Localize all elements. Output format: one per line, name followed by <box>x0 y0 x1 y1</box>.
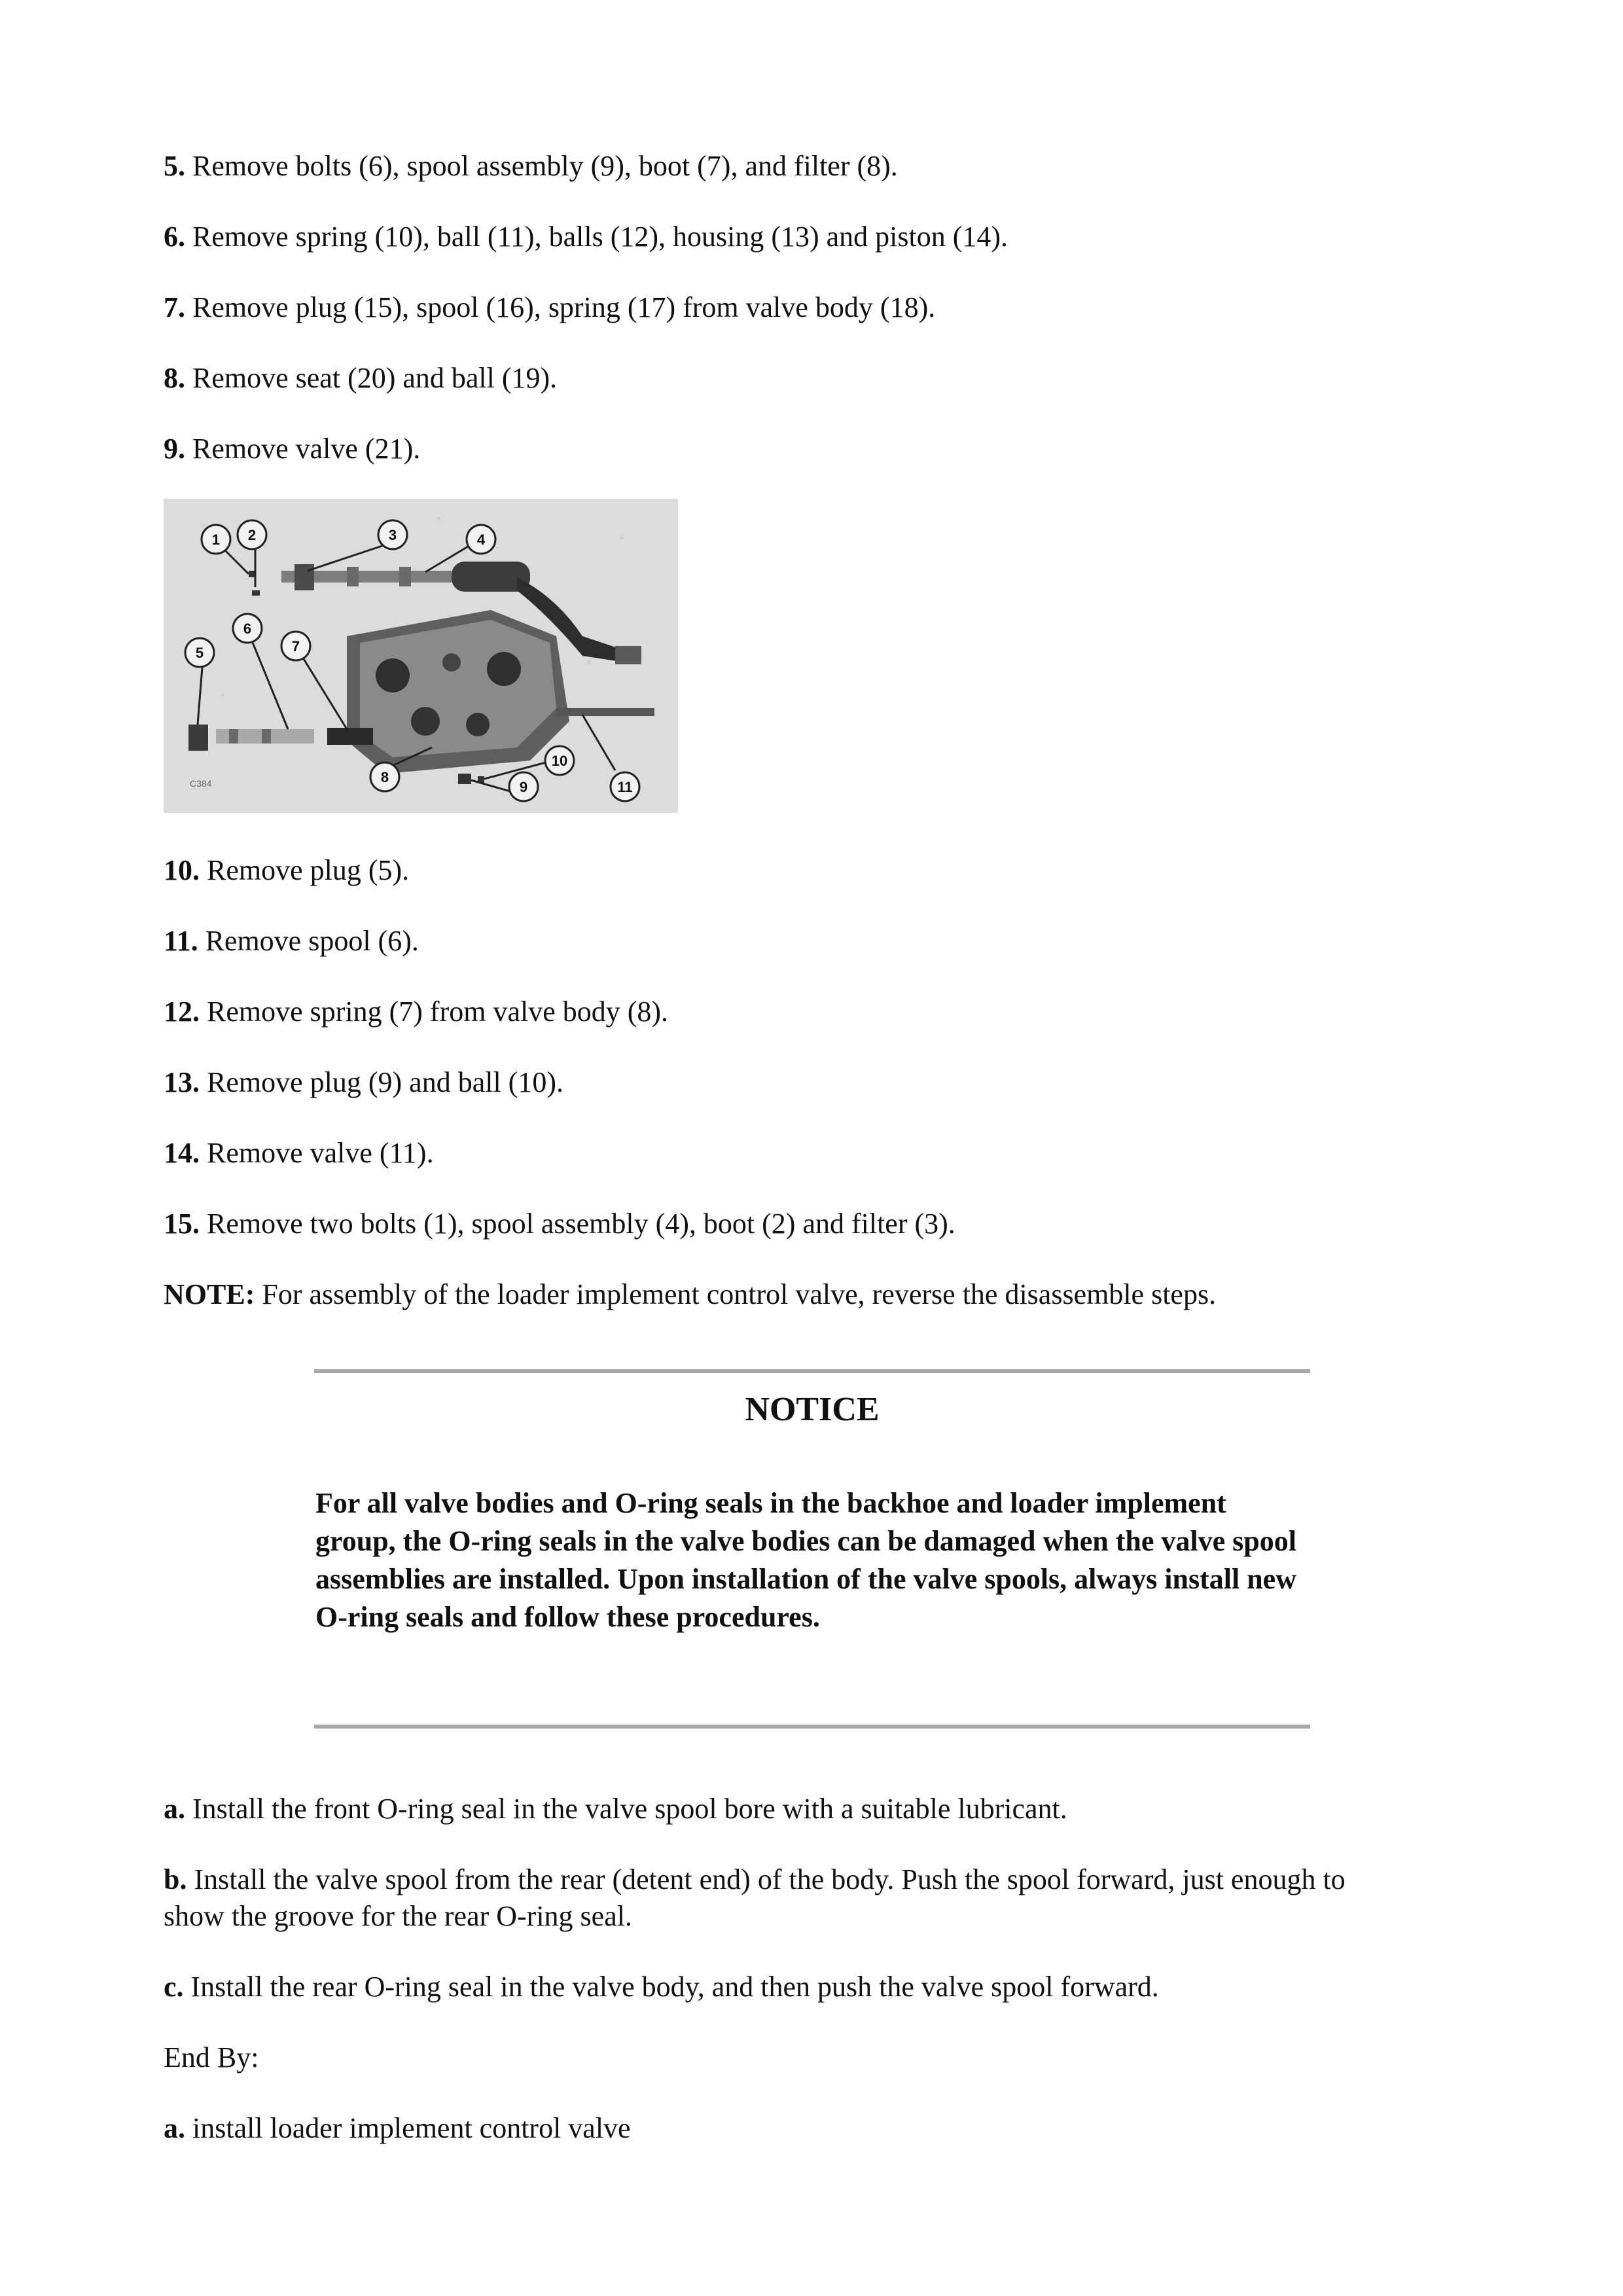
callout-6: 6 <box>243 620 252 637</box>
notice-top-rule <box>314 1369 1310 1373</box>
step-12 <box>164 994 668 1030</box>
step-number: 12. <box>164 996 200 1028</box>
notice-body: For all valve bodies and O-ring seals in the backhoe and loader implement group, the O-ring seals in the valve bodies can be damaged when the valve spool assemblies are installed. Upon installation of the valve spools, always install new O-ring seals and follow these procedures. <box>315 1487 1296 1633</box>
valve-exploded-figure <box>164 499 678 813</box>
step-text: Remove seat (20) and ball (19). <box>185 362 558 394</box>
step-text: Remove plug (5). <box>200 854 410 886</box>
end-by-text: install loader implement control valve <box>185 2112 631 2144</box>
step-14 <box>164 1135 434 1172</box>
notice-title: NOTICE <box>745 1391 880 1428</box>
step-13 <box>164 1064 563 1101</box>
step-number: 8. <box>164 362 185 394</box>
end-by-item-a <box>164 2110 631 2147</box>
callout-3: 3 <box>388 527 397 543</box>
step-number: 14. <box>164 1137 200 1169</box>
callout-8: 8 <box>380 769 389 785</box>
step-text: Remove valve (11). <box>200 1137 434 1169</box>
step-text: Remove valve (21). <box>185 433 421 465</box>
sub-step-text: Install the front O-ring seal in the valve spool bore with a suitable lubricant. <box>185 1793 1067 1825</box>
step-text: Remove plug (15), spool (16), spring (17) from valve body (18). <box>185 291 936 323</box>
callout-11: 11 <box>617 779 633 795</box>
step-number: 7. <box>164 291 185 323</box>
step-5 <box>164 148 898 185</box>
step-text: Remove spring (10), ball (11), balls (12), housing (13) and piston (14). <box>185 221 1008 253</box>
step-number: 10. <box>164 854 200 886</box>
step-text: Remove bolts (6), spool assembly (9), boot (7), and filter (8). <box>185 150 898 182</box>
valve-illustration <box>164 499 678 813</box>
step-7 <box>164 289 935 326</box>
sub-step-text: Install the valve spool from the rear (detent end) of the body. Push the spool forward, just enough to show the groove for the rear O-ring seal. <box>164 1863 1346 1932</box>
step-6 <box>164 219 1008 255</box>
figure-code: C384 <box>190 778 212 789</box>
step-8 <box>164 360 557 397</box>
step-text: Remove two bolts (1), spool assembly (4), boot (2) and filter (3). <box>200 1208 955 1240</box>
sub-step-b <box>164 1861 1407 1935</box>
step-text: Remove plug (9) and ball (10). <box>200 1066 563 1098</box>
sub-step-c <box>164 1969 1159 2005</box>
step-number: 13. <box>164 1066 200 1098</box>
callout-4: 4 <box>476 531 486 548</box>
step-number: 9. <box>164 433 185 465</box>
end-by-label: End By: <box>164 2041 259 2073</box>
sub-step-text: Install the rear O-ring seal in the valve body, and then push the valve spool forward. <box>183 1971 1159 2003</box>
callout-5: 5 <box>195 645 204 661</box>
sub-step-number: a. <box>164 1793 185 1825</box>
assembly-note <box>164 1276 1216 1313</box>
notice-bottom-rule <box>314 1725 1310 1729</box>
sub-step-a <box>164 1791 1067 1827</box>
sub-step-number: c. <box>164 1971 184 2003</box>
step-number: 6. <box>164 221 185 253</box>
note-text: For assembly of the loader implement control valve, reverse the disassemble steps. <box>255 1278 1217 1310</box>
note-label: NOTE: <box>164 1278 255 1310</box>
callout-9: 9 <box>519 779 528 795</box>
end-by-number: a. <box>164 2112 185 2144</box>
step-text: Remove spring (7) from valve body (8). <box>200 996 669 1028</box>
sub-step-number: b. <box>164 1863 187 1895</box>
step-number: 11. <box>164 925 198 957</box>
step-9 <box>164 431 420 467</box>
step-10 <box>164 852 409 889</box>
step-text: Remove spool (6). <box>198 925 419 957</box>
step-number: 5. <box>164 150 185 182</box>
callout-1: 1 <box>211 531 221 548</box>
step-number: 15. <box>164 1208 200 1240</box>
callout-2: 2 <box>247 527 257 543</box>
step-15 <box>164 1206 955 1242</box>
step-11 <box>164 923 419 960</box>
callout-7: 7 <box>291 638 300 655</box>
callout-10: 10 <box>551 753 568 769</box>
